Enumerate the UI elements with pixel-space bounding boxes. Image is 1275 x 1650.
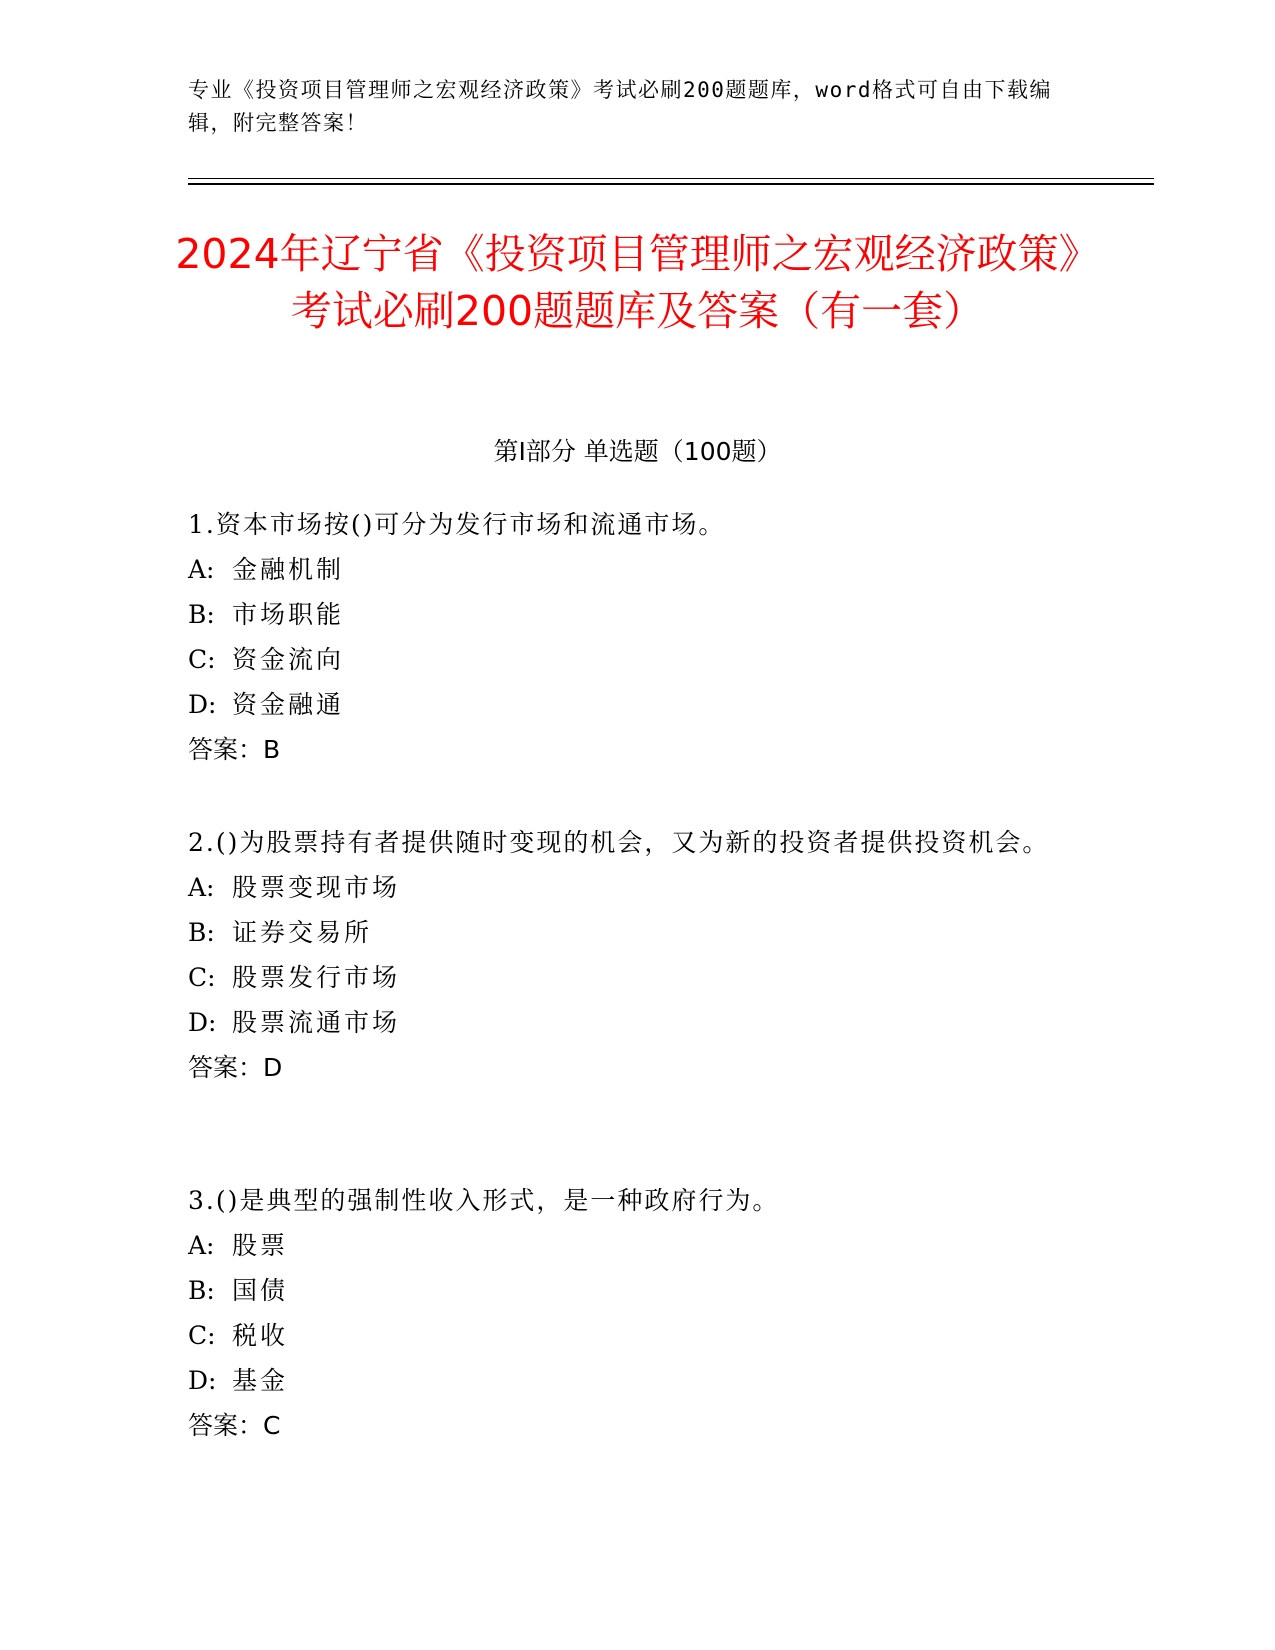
option-text: 国债 (232, 1276, 289, 1305)
option-b (188, 910, 1068, 955)
option-key: B: (188, 600, 215, 629)
document-title: 2024年辽宁省《投资项目管理师之宏观经济政策》考试必刷200题题库及答案（有一套） (175, 230, 1100, 335)
answer-line: 答案：D (188, 1053, 283, 1082)
option-key: D: (188, 1008, 217, 1037)
option-key: A: (188, 555, 215, 584)
option-text: 股票变现市场 (232, 873, 401, 902)
option-key: C: (188, 963, 216, 992)
option-text: 基金 (232, 1366, 289, 1395)
option-key: B: (188, 1276, 215, 1305)
option-c (188, 1313, 1068, 1358)
option-text: 税收 (232, 1321, 289, 1350)
option-text: 股票发行市场 (232, 963, 401, 992)
header-note: 专业《投资项目管理师之宏观经济政策》考试必刷200题题库，word格式可自由下载编辑，附完整答案！ (188, 78, 1052, 135)
option-d (188, 1358, 1068, 1403)
option-text: 股票流通市场 (232, 1008, 401, 1037)
question-stem: 2.()为股票持有者提供随时变现的机会，又为新的投资者提供投资机会。 (188, 828, 1050, 857)
option-key: A: (188, 1231, 215, 1260)
option-key: D: (188, 1366, 217, 1395)
option-a (188, 865, 1068, 910)
answer-line: 答案：B (188, 735, 281, 764)
question-1 (188, 502, 1068, 772)
header-rule-thin (188, 178, 1154, 179)
option-d (188, 682, 1068, 727)
answer-line: 答案：C (188, 1411, 281, 1440)
option-text: 股票 (232, 1231, 289, 1260)
option-d (188, 1000, 1068, 1045)
question-3 (188, 1178, 1068, 1448)
question-stem: 3.()是典型的强制性收入形式，是一种政府行为。 (188, 1186, 780, 1215)
option-a (188, 1223, 1068, 1268)
option-a (188, 547, 1068, 592)
option-key: C: (188, 645, 216, 674)
option-c (188, 955, 1068, 1000)
header-rule-thick (188, 183, 1154, 185)
option-key: A: (188, 873, 215, 902)
question-2 (188, 820, 1068, 1090)
option-text: 资金流向 (232, 645, 345, 674)
option-key: C: (188, 1321, 216, 1350)
option-text: 市场职能 (232, 600, 345, 629)
option-b (188, 1268, 1068, 1313)
option-text: 资金融通 (232, 690, 345, 719)
option-c (188, 637, 1068, 682)
question-stem: 1.资本市场按()可分为发行市场和流通市场。 (188, 510, 726, 539)
section-heading: 第I部分 单选题（100题） (493, 437, 782, 466)
option-text: 金融机制 (232, 555, 345, 584)
option-key: D: (188, 690, 217, 719)
option-key: B: (188, 918, 215, 947)
option-text: 证券交易所 (232, 918, 373, 947)
option-b (188, 592, 1068, 637)
